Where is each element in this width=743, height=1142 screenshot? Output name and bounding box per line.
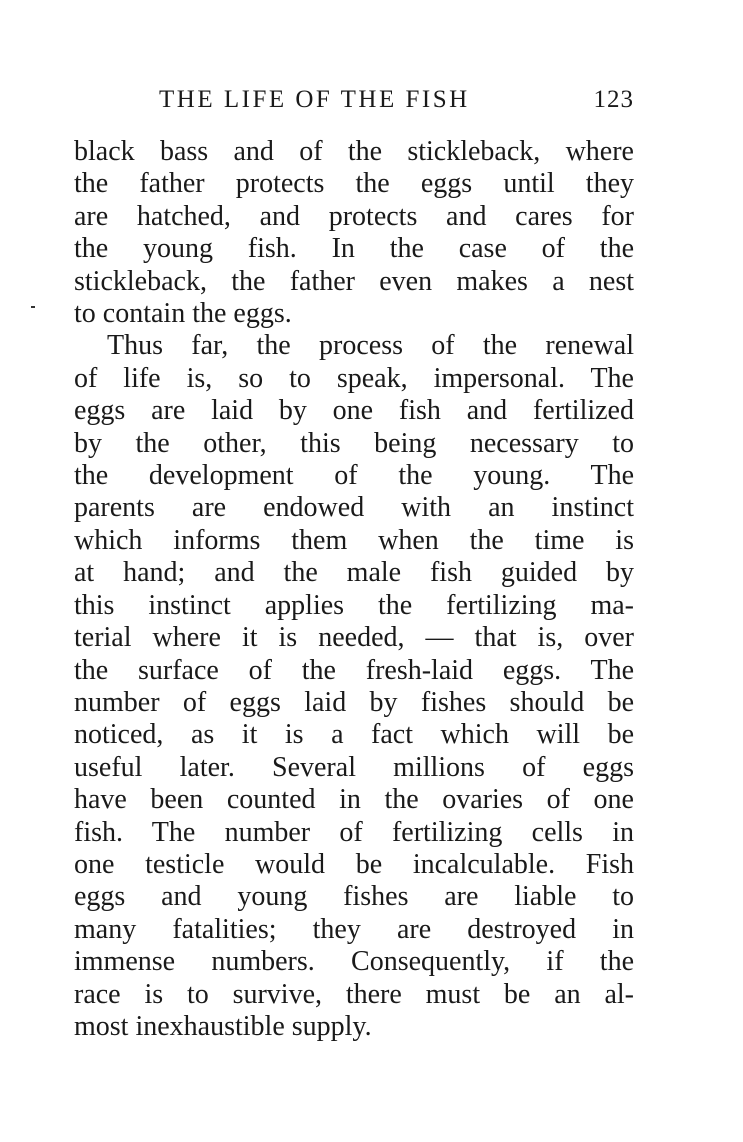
margin-mark (31, 306, 35, 308)
text-line: at hand; and the male fish guided by (74, 557, 634, 589)
text-line: useful later. Several millions of eggs (74, 751, 634, 783)
text-line: have been counted in the ovaries of one (74, 784, 634, 816)
text-line: to contain the eggs. (74, 298, 292, 330)
text-line: black bass and of the stickleback, where (74, 136, 634, 167)
text-line: the young fish. In the case of the (74, 233, 634, 265)
text-line: Thus far, the process of the renewal (107, 330, 634, 362)
text-line: eggs and young fishes are liable to (74, 881, 634, 913)
text-line: most inexhaustible supply. (74, 1010, 372, 1042)
text-line: number of eggs laid by fishes should be (74, 686, 634, 718)
text-line: many fatalities; they are destroyed in (74, 913, 634, 945)
running-title: THE LIFE OF THE FISH (159, 86, 470, 113)
text-line: parents are endowed with an instinct (74, 492, 634, 524)
text-line: immense numbers. Consequently, if the (74, 946, 634, 978)
running-header (74, 86, 634, 120)
text-line: one testicle would be incalculable. Fish (74, 848, 634, 880)
text-line: the development of the young. The (74, 460, 634, 492)
text-line: this instinct applies the fertilizing ma- (74, 589, 634, 621)
paragraph-2 (74, 330, 634, 1043)
text-line: terial where it is needed, — that is, over (74, 622, 634, 654)
text-line: of life is, so to speak, impersonal. The (74, 362, 634, 394)
paragraph-1 (74, 136, 634, 330)
text-line: which informs them when the time is (74, 524, 634, 556)
text-line: eggs are laid by one fish and fertilized (74, 395, 634, 427)
text-line: race is to survive, there must be an al- (74, 978, 634, 1010)
text-line: fish. The number of fertilizing cells in (74, 816, 634, 848)
text-line: the surface of the fresh-laid eggs. The (74, 654, 634, 686)
text-line: the father protects the eggs until they (74, 168, 634, 200)
body-text (74, 136, 634, 1043)
page-number: 123 (593, 86, 634, 113)
text-line: noticed, as it is a fact which will be (74, 719, 634, 751)
text-line: by the other, this being necessary to (74, 427, 634, 459)
text-line: are hatched, and protects and cares for (74, 200, 634, 232)
text-line: stickleback, the father even makes a nest (74, 265, 634, 297)
